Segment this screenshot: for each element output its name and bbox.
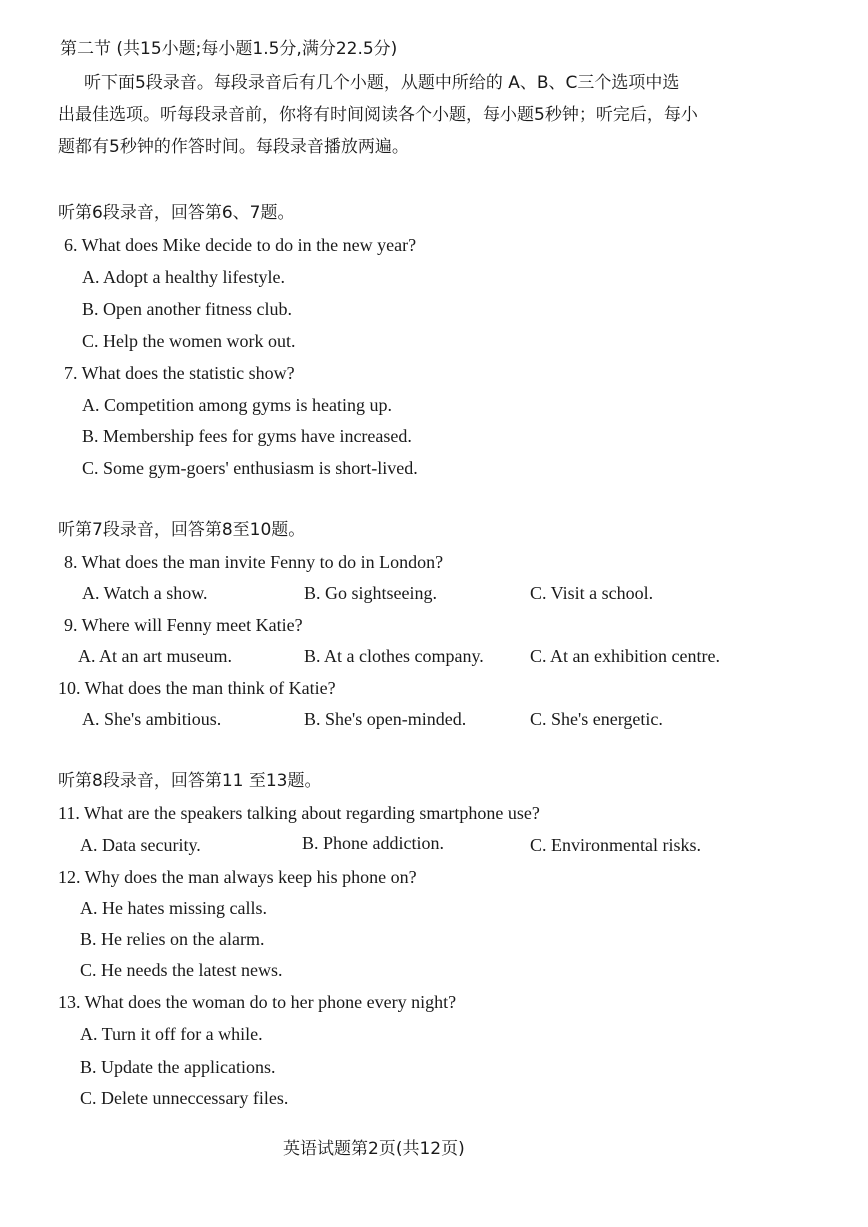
section-heading: 第二节 (共15小题;每小题1.5分,满分22.5分) xyxy=(60,39,398,59)
question-11-option-b: B. Phone addiction. xyxy=(302,833,444,853)
question-7-option-b: B. Membership fees for gyms have increased. xyxy=(82,426,412,446)
question-12-option-c: C. He needs the latest news. xyxy=(80,960,283,980)
group-6-title: 听第6段录音，回答第6、7题。 xyxy=(58,203,295,223)
question-12-option-a: A. He hates missing calls. xyxy=(80,898,267,918)
question-6-option-a: A. Adopt a healthy lifestyle. xyxy=(82,267,285,287)
question-7: 7. What does the statistic show? xyxy=(64,363,295,383)
question-10-option-a: A. She's ambitious. xyxy=(82,709,222,729)
question-10-option-c: C. She's energetic. xyxy=(530,709,663,729)
question-11-option-c: C. Environmental risks. xyxy=(530,835,701,855)
instructions-line-2: 出最佳选项。听每段录音前，你将有时间阅读各个小题，每小题5秒钟；听完后，每小 xyxy=(58,105,698,125)
question-8-option-b: B. Go sightseeing. xyxy=(304,583,437,603)
question-13-option-a: A. Turn it off for a while. xyxy=(80,1024,263,1044)
question-6-option-b: B. Open another fitness club. xyxy=(82,299,292,319)
group-8-title: 听第8段录音，回答第11 至13题。 xyxy=(58,771,322,791)
question-10-option-b: B. She's open-minded. xyxy=(304,709,467,729)
question-8-option-c: C. Visit a school. xyxy=(530,583,654,603)
question-7-option-c: C. Some gym-goers' enthusiasm is short-lived. xyxy=(82,458,418,478)
question-12-option-b: B. He relies on the alarm. xyxy=(80,929,265,949)
instructions-line-1: 听下面5段录音。每段录音后有几个小题，从题中所给的 A、B、C三个选项中选 xyxy=(84,73,680,93)
question-6: 6. What does Mike decide to do in the new year? xyxy=(64,235,417,255)
question-9-option-b: B. At a clothes company. xyxy=(304,646,484,666)
question-9-option-c: C. At an exhibition centre. xyxy=(530,646,720,666)
question-11-option-a: A. Data security. xyxy=(80,835,201,855)
page-footer: 英语试题第2页(共12页) xyxy=(283,1139,465,1159)
question-11: 11. What are the speakers talking about regarding smartphone use? xyxy=(58,803,540,823)
question-9-option-a: A. At an art museum. xyxy=(78,646,232,666)
group-7-title: 听第7段录音，回答第8至10题。 xyxy=(58,520,306,540)
question-8-option-a: A. Watch a show. xyxy=(82,583,208,603)
question-9: 9. Where will Fenny meet Katie? xyxy=(64,615,303,635)
question-8: 8. What does the man invite Fenny to do in London? xyxy=(64,552,444,572)
question-13-option-b: B. Update the applications. xyxy=(80,1057,276,1077)
question-10: 10. What does the man think of Katie? xyxy=(58,678,336,698)
instructions-line-3: 题都有5秒钟的作答时间。每段录音播放两遍。 xyxy=(58,137,409,157)
question-13: 13. What does the woman do to her phone every night? xyxy=(58,992,457,1012)
question-7-option-a: A. Competition among gyms is heating up. xyxy=(82,395,392,415)
question-6-option-c: C. Help the women work out. xyxy=(82,331,296,351)
question-13-option-c: C. Delete unneccessary files. xyxy=(80,1088,289,1108)
question-12: 12. Why does the man always keep his phone on? xyxy=(58,867,417,887)
